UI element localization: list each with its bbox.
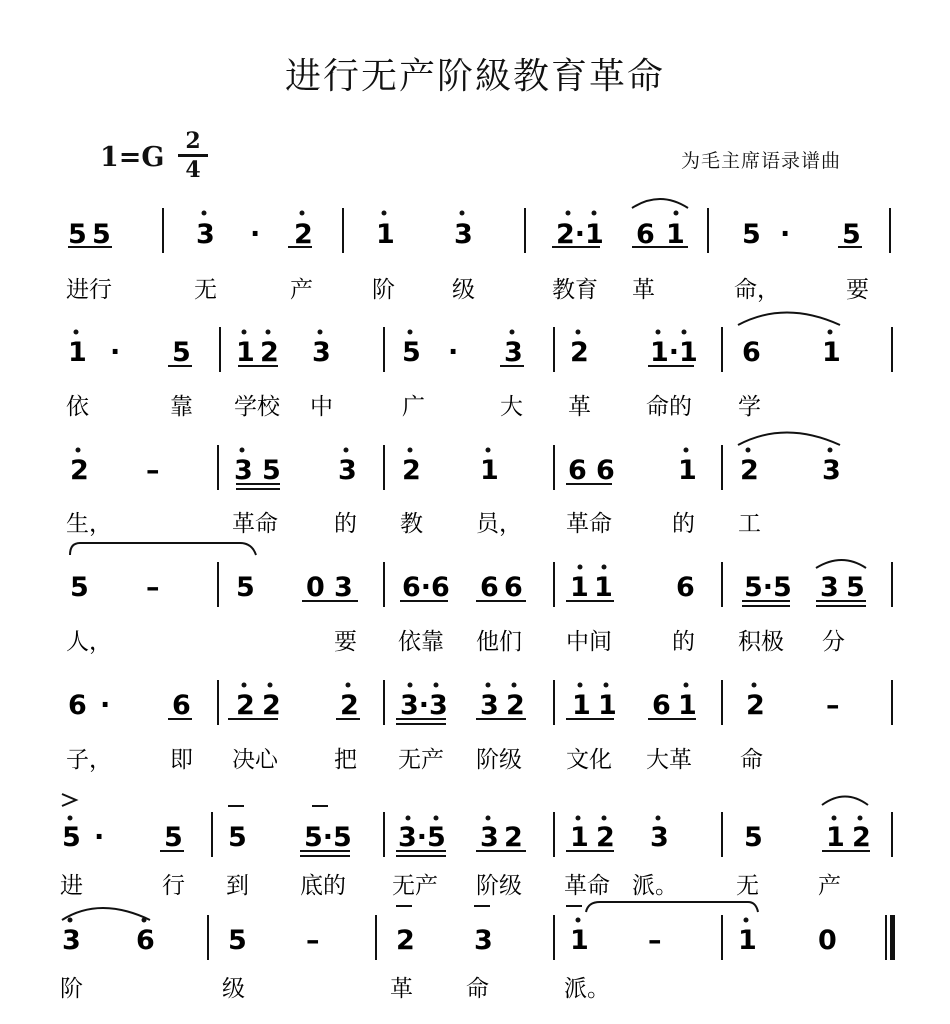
slur bbox=[70, 543, 256, 555]
octave-dot bbox=[68, 816, 73, 821]
lyric: 革 bbox=[390, 976, 413, 1002]
lyric: 的 bbox=[334, 511, 357, 537]
note: 6 bbox=[652, 690, 671, 721]
slur bbox=[738, 313, 840, 326]
notes-row-4 bbox=[70, 572, 865, 603]
note: 5 bbox=[164, 822, 183, 853]
octave-dot bbox=[684, 448, 689, 453]
octave-dot bbox=[602, 565, 607, 570]
lyric: 大革 bbox=[646, 747, 692, 773]
slur bbox=[632, 199, 688, 208]
octave-dot bbox=[74, 330, 79, 335]
note: 5 bbox=[228, 822, 247, 853]
lyric: 学 bbox=[738, 394, 761, 420]
note: 3 bbox=[480, 690, 499, 721]
lyric: 级 bbox=[452, 277, 475, 303]
note: 3 bbox=[480, 822, 499, 853]
octave-dot bbox=[240, 448, 245, 453]
octave-dot bbox=[576, 918, 581, 923]
note: – bbox=[648, 925, 662, 956]
note: 6 bbox=[676, 572, 695, 603]
note: 6 bbox=[504, 572, 523, 603]
octave-dot bbox=[242, 330, 247, 335]
octave-dot bbox=[576, 330, 581, 335]
lyric: 中间 bbox=[566, 629, 612, 655]
note: 3 bbox=[312, 337, 331, 368]
note: 2 bbox=[506, 690, 525, 721]
note: 5 bbox=[742, 219, 761, 250]
note: 3 bbox=[62, 925, 81, 956]
note: 6 bbox=[136, 925, 155, 956]
notes-row-1 bbox=[68, 219, 861, 250]
octave-dot bbox=[300, 211, 305, 216]
lyric: 进 bbox=[60, 873, 83, 899]
note: 2 bbox=[262, 690, 281, 721]
note: · bbox=[448, 337, 459, 368]
song-title: 进行无产阶級教育革命 bbox=[284, 56, 665, 97]
slur bbox=[738, 433, 840, 446]
note: 2 bbox=[746, 690, 765, 721]
notes-row-2 bbox=[68, 337, 841, 368]
note: · bbox=[780, 219, 791, 250]
note: 1 bbox=[480, 455, 499, 486]
note: 5 bbox=[92, 219, 111, 250]
note: 3 bbox=[474, 925, 493, 956]
lyric: 要 bbox=[334, 629, 357, 655]
note: 5·5 bbox=[304, 822, 352, 853]
note: 5 bbox=[846, 572, 865, 603]
octave-dot bbox=[578, 565, 583, 570]
lyric: 广 bbox=[402, 394, 425, 420]
note: 5 bbox=[236, 572, 255, 603]
lyric: 分 bbox=[822, 629, 845, 655]
lyric: 学校 bbox=[234, 394, 280, 420]
note: – bbox=[826, 690, 840, 721]
note: 2 bbox=[260, 337, 279, 368]
note: 6·6 bbox=[402, 572, 450, 603]
note: 3 bbox=[454, 219, 473, 250]
lyric: 革命 bbox=[566, 511, 612, 537]
octave-dot bbox=[674, 211, 679, 216]
lyric: 级 bbox=[222, 976, 245, 1002]
lyric: 教育 bbox=[552, 277, 598, 303]
key-signature: 1=G bbox=[100, 142, 165, 173]
notes-row-6 bbox=[62, 822, 871, 853]
note: 1 bbox=[666, 219, 685, 250]
octave-dot bbox=[684, 683, 689, 688]
slur bbox=[586, 902, 758, 912]
octave-dot bbox=[486, 683, 491, 688]
note: 5·5 bbox=[744, 572, 792, 603]
lyrics-row-7 bbox=[60, 976, 610, 1002]
note: 1 bbox=[678, 455, 697, 486]
octave-dot bbox=[408, 330, 413, 335]
lyric: 命， bbox=[734, 277, 780, 303]
lyric: 革命 bbox=[232, 511, 278, 537]
lyric: 派。 bbox=[564, 976, 610, 1002]
note: 5 bbox=[68, 219, 87, 250]
octave-dot bbox=[408, 448, 413, 453]
octave-dot bbox=[510, 330, 515, 335]
note: 5 bbox=[70, 572, 89, 603]
lyrics-row-1 bbox=[66, 277, 869, 303]
octave-dot bbox=[68, 918, 73, 923]
octave-dot bbox=[656, 816, 661, 821]
lyrics-row-6 bbox=[60, 873, 841, 899]
note: 1 bbox=[68, 337, 87, 368]
note: 3 bbox=[650, 822, 669, 853]
note: 3 bbox=[196, 219, 215, 250]
octave-dot bbox=[682, 330, 687, 335]
note: 6 bbox=[596, 455, 615, 486]
octave-dot bbox=[486, 448, 491, 453]
lyric: 员， bbox=[476, 511, 522, 537]
octave-dot bbox=[76, 448, 81, 453]
note: 1 bbox=[678, 690, 697, 721]
lyrics-row-5 bbox=[66, 747, 763, 773]
note: – bbox=[146, 572, 160, 603]
octave-dot bbox=[202, 211, 207, 216]
lyric: 教 bbox=[400, 511, 423, 537]
octave-dot bbox=[382, 211, 387, 216]
note: 6 bbox=[742, 337, 761, 368]
lyric: 产 bbox=[290, 277, 313, 303]
lyric: 底的 bbox=[300, 873, 346, 899]
lyric: 决心 bbox=[232, 747, 278, 773]
octave-dot bbox=[752, 683, 757, 688]
accent-mark bbox=[62, 794, 76, 806]
lyric: 革 bbox=[632, 277, 655, 303]
note: 2 bbox=[236, 690, 255, 721]
lyric: 把 bbox=[334, 747, 357, 773]
lyric: 大 bbox=[500, 394, 523, 420]
note: 1 bbox=[570, 822, 589, 853]
note: 2 bbox=[402, 455, 421, 486]
lyric: 依靠 bbox=[398, 629, 444, 655]
note: 6 bbox=[480, 572, 499, 603]
note: · bbox=[250, 219, 261, 250]
note: 3 bbox=[822, 455, 841, 486]
note: 1·1 bbox=[650, 337, 698, 368]
note: 1 bbox=[598, 690, 617, 721]
lyric: 子， bbox=[66, 747, 112, 773]
octave-dot bbox=[268, 683, 273, 688]
octave-dot bbox=[434, 683, 439, 688]
note: 1 bbox=[570, 925, 589, 956]
octave-dot bbox=[406, 816, 411, 821]
lyric: 阶级 bbox=[476, 747, 522, 773]
lyric: 的 bbox=[672, 511, 695, 537]
note: 1 bbox=[376, 219, 395, 250]
slur bbox=[822, 797, 868, 806]
octave-dot bbox=[576, 816, 581, 821]
lyric: 生， bbox=[66, 511, 112, 537]
lyric: 要 bbox=[846, 277, 869, 303]
note: 5 bbox=[744, 822, 763, 853]
note: 6 bbox=[172, 690, 191, 721]
note: 2 bbox=[596, 822, 615, 853]
note: 3 bbox=[334, 572, 353, 603]
lyric: 无 bbox=[736, 873, 759, 899]
note: 0 bbox=[306, 572, 325, 603]
lyric: 无 bbox=[194, 277, 217, 303]
notes-row-3 bbox=[70, 455, 841, 486]
octave-dot bbox=[512, 683, 517, 688]
time-signature-numerator: 2 bbox=[185, 128, 201, 154]
octave-dot bbox=[242, 683, 247, 688]
lyric: 的 bbox=[672, 629, 695, 655]
lyric: 命 bbox=[740, 747, 763, 773]
lyric: 依 bbox=[66, 394, 89, 420]
note: 5 bbox=[262, 455, 281, 486]
lyric: 革命 bbox=[564, 873, 610, 899]
lyric: 工 bbox=[738, 511, 761, 537]
octave-dot bbox=[434, 816, 439, 821]
note: 5 bbox=[62, 822, 81, 853]
octave-dot bbox=[566, 211, 571, 216]
lyric: 他们 bbox=[476, 629, 522, 655]
slur bbox=[816, 560, 866, 568]
notes-row-7 bbox=[62, 925, 837, 956]
note: 5 bbox=[228, 925, 247, 956]
note: 6 bbox=[636, 219, 655, 250]
lyrics-row-4 bbox=[66, 629, 845, 655]
octave-dot bbox=[460, 211, 465, 216]
note: 0 bbox=[818, 925, 837, 956]
lyric: 靠 bbox=[170, 394, 193, 420]
note: 6 bbox=[568, 455, 587, 486]
note: 3 bbox=[234, 455, 253, 486]
lyric: 阶级 bbox=[476, 873, 522, 899]
note: – bbox=[146, 455, 160, 486]
octave-dot bbox=[592, 211, 597, 216]
note: 1 bbox=[570, 572, 589, 603]
lyric: 命 bbox=[466, 976, 489, 1002]
note: 1 bbox=[594, 572, 613, 603]
note: 6 bbox=[68, 690, 87, 721]
note: 1 bbox=[826, 822, 845, 853]
lyric: 产 bbox=[818, 873, 841, 899]
lyric: 革 bbox=[568, 394, 591, 420]
note: 2 bbox=[70, 455, 89, 486]
composer-note: 为毛主席语录谱曲 bbox=[681, 150, 842, 172]
note: · bbox=[110, 337, 121, 368]
note: 3·5 bbox=[398, 822, 446, 853]
octave-dot bbox=[486, 816, 491, 821]
note: 2 bbox=[294, 219, 313, 250]
note: 1 bbox=[572, 690, 591, 721]
octave-dot bbox=[858, 816, 863, 821]
slur bbox=[62, 908, 150, 920]
lyric: 派。 bbox=[632, 873, 678, 899]
note: 2 bbox=[570, 337, 589, 368]
note: 2 bbox=[740, 455, 759, 486]
octave-dot bbox=[604, 683, 609, 688]
note: 1 bbox=[822, 337, 841, 368]
lyric: 阶 bbox=[60, 976, 83, 1002]
lyric: 积极 bbox=[738, 629, 784, 655]
octave-dot bbox=[578, 683, 583, 688]
note: 3 bbox=[338, 455, 357, 486]
final-barline bbox=[890, 915, 895, 960]
octave-dot bbox=[832, 816, 837, 821]
octave-dot bbox=[318, 330, 323, 335]
note: 2 bbox=[852, 822, 871, 853]
lyric: 无产 bbox=[398, 747, 444, 773]
note: 5 bbox=[842, 219, 861, 250]
note: 3·3 bbox=[400, 690, 448, 721]
note: 2·1 bbox=[556, 219, 604, 250]
note: 2 bbox=[504, 822, 523, 853]
time-signature-denominator: 4 bbox=[185, 157, 201, 183]
note: 1 bbox=[236, 337, 255, 368]
lyric: 阶 bbox=[372, 277, 395, 303]
note: 2 bbox=[396, 925, 415, 956]
lyric: 命的 bbox=[646, 394, 692, 420]
note: 3 bbox=[820, 572, 839, 603]
octave-dot bbox=[602, 816, 607, 821]
note: 1 bbox=[738, 925, 757, 956]
octave-dot bbox=[746, 448, 751, 453]
lyric: 进行 bbox=[66, 277, 112, 303]
lyric: 文化 bbox=[566, 747, 612, 773]
octave-dot bbox=[346, 683, 351, 688]
octave-dot bbox=[142, 918, 147, 923]
octave-dot bbox=[408, 683, 413, 688]
lyric: 人， bbox=[66, 629, 112, 655]
lyric: 即 bbox=[170, 747, 193, 773]
octave-dot bbox=[344, 448, 349, 453]
note: · bbox=[94, 822, 105, 853]
octave-dot bbox=[266, 330, 271, 335]
octave-dot bbox=[744, 918, 749, 923]
lyric: 中 bbox=[310, 394, 333, 420]
note: 3 bbox=[504, 337, 523, 368]
note: 2 bbox=[340, 690, 359, 721]
octave-dot bbox=[828, 330, 833, 335]
note: 5 bbox=[402, 337, 421, 368]
octave-dot bbox=[656, 330, 661, 335]
notes-row-5 bbox=[68, 690, 840, 721]
note: 5 bbox=[172, 337, 191, 368]
lyrics-row-2 bbox=[66, 394, 761, 420]
octave-dot bbox=[828, 448, 833, 453]
lyric: 无产 bbox=[392, 873, 438, 899]
lyric: 到 bbox=[226, 873, 249, 899]
note: · bbox=[100, 690, 111, 721]
lyric: 行 bbox=[162, 873, 185, 899]
note: – bbox=[306, 925, 320, 956]
lyrics-row-3 bbox=[66, 511, 761, 537]
